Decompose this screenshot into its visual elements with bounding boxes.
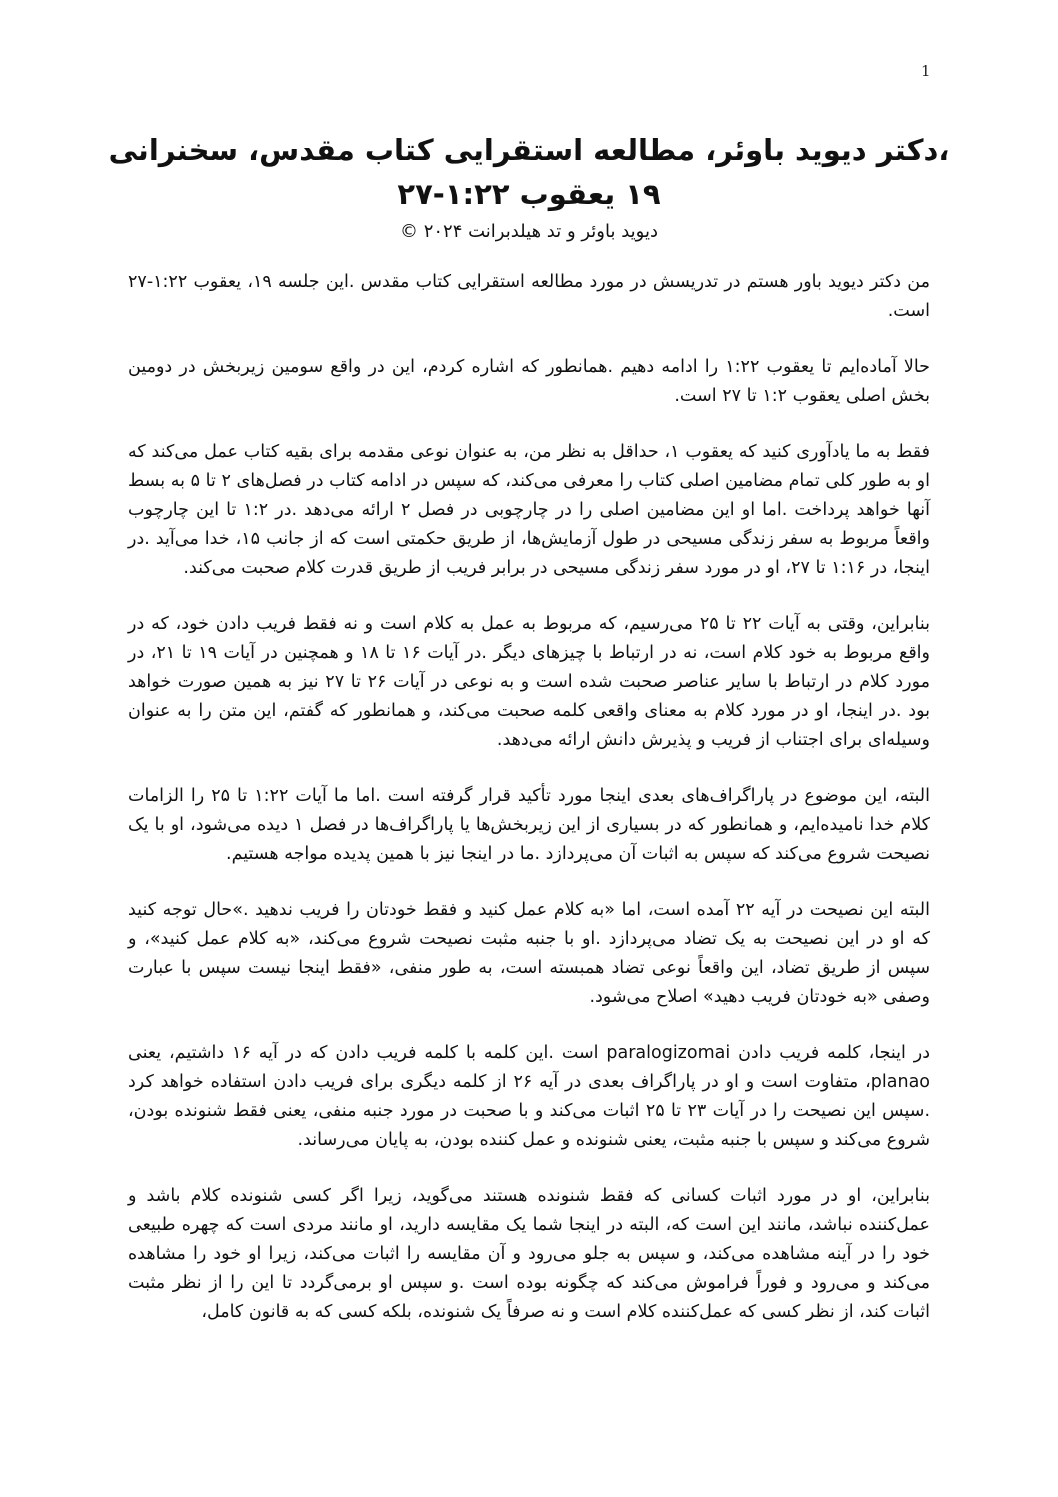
document-body xyxy=(128,268,930,1354)
paragraph: حالا آماده‌ایم تا یعقوب ۱:۲۲ را ادامه دهیم .همانطور که اشاره کردم، این در واقع سومین زیربخش در دومین بخش اصلی یعقوب ۱:۲ تا ۲۷ است. xyxy=(128,357,930,406)
paragraph: بنابراین، وقتی به آیات ۲۲ تا ۲۵ می‌رسیم، که مربوط به عمل به کلام است و نه فقط فریب دادن خود، که در واقع مربوط به خود کلام است، نه در ارتباط با چیزهای دیگر .در آیات ۱۶ تا ۱۸ و همچنین در آیات ۱۹ تا ۲۱، در مورد کلام در ارتباط با سایر عناصر صحبت شده است و به نوعی در آیات ۲۶ تا ۲۷ نیز به همین صورت خواهد بود .در اینجا، او در مورد کلام به معنای واقعی کلمه صحبت می‌کند، و همانطور که گفتم، این متن را به عنوان وسیله‌ای برای اجتناب از فریب و پذیرش دانش ارائه می‌دهد. xyxy=(128,614,931,750)
document-title: ،دکتر دیوید باوئر، مطالعه استقرایی کتاب مقدس، سخنرانی ۱۹ یعقوب ۱:۲۲-۲۷ xyxy=(108,133,950,211)
paragraph: البته، این موضوع در پاراگراف‌های بعدی اینجا مورد تأکید قرار گرفته است .اما ما آیات ۱:۲۲ تا ۲۵ را الزامات کلام خدا نامیده‌ایم، و همانطور که در بسیاری از این زیربخش‌ها یا پاراگراف‌ها در فصل ۱ دیده می‌شود، او با یک نصیحت شروع می‌کند که سپس به اثبات آن می‌پردازد .ما در اینجا نیز با همین پدیده مواجه هستیم. xyxy=(128,786,930,864)
paragraph: فقط به ما یادآوری کنید که یعقوب ۱، حداقل به نظر من، به عنوان نوعی مقدمه برای بقیه کتاب عمل می‌کند که او به طور کلی تمام مضامین اصلی کتاب را معرفی می‌کند، که سپس در ادامه کتاب در فصل‌های ۲ تا ۵ به بسط آنها خواهد پرداخت .اما او این مضامین اصلی را در چارچوبی در فصل ۲ ارائه می‌دهد .در ۱:۲ تا این چارچوب واقعاً مربوط به سفر زندگی مسیحی در طول آزمایش‌ها، از طریق حکمتی است که از جانب ۱۵، خدا می‌آید .در اینجا، در ۱:۱۶ تا ۲۷، او در مورد سفر زندگی مسیحی در برابر فریب از طریق قدرت کلام صحبت می‌کند. xyxy=(128,442,931,578)
paragraph: من دکتر دیوید باور هستم در تدریسش در مورد مطالعه استقرایی کتاب مقدس .این جلسه ۱۹، یعقوب ۱:۲۲-۲۷ است. xyxy=(128,272,930,321)
paragraph: بنابراین، او در مورد اثبات کسانی که فقط شنونده هستند می‌گوید، زیرا اگر کسی شنونده کلام باشد و عمل‌کننده نباشد، مانند این است که، البته در اینجا شما یک مقایسه دارید، او مانند مردی است که چهره طبیعی خود را در آینه مشاهده می‌کند، و سپس به جلو می‌رود و آن مقایسه را اثبات می‌کند، زیرا او خود را مشاهده می‌کند و می‌رود و فوراً فراموش می‌کند که چگونه بوده است .و سپس او برمی‌گردد تا این را از نظر مثبت اثبات کند، از نظر کسی که عمل‌کننده کلام است و نه صرفاً یک شنونده، بلکه کسی که به قانون کامل، xyxy=(128,1186,930,1322)
page-number: 1 xyxy=(921,62,931,80)
copyright-line: دیوید باوئر و تد هیلدبرانت ۲۰۲۴ © xyxy=(399,221,659,242)
paragraph: در اینجا، کلمه فریب دادن paralogizomai است .این کلمه با کلمه فریب دادن که در آیه ۱۶ داشتیم، یعنی planao، متفاوت است و او در پاراگراف بعدی در آیه ۲۶ از کلمه دیگری برای فریب دادن استفاده خواهد کرد .سپس این نصیحت را در آیات ۲۳ تا ۲۵ اثبات می‌کند و با صحبت در مورد جنبه منفی، یعنی فقط شنونده بودن، شروع می‌کند و سپس با جنبه مثبت، یعنی شنونده و عمل کننده بودن، به پایان می‌رساند. xyxy=(128,1043,931,1150)
paragraph: البته این نصیحت در آیه ۲۲ آمده است، اما «به کلام عمل کنید و فقط خودتان را فریب ندهید .»حال توجه کنید که او در این نصیحت به یک تضاد می‌پردازد .او با جنبه مثبت نصیحت شروع می‌کند، «به کلام عمل کنید»، و سپس از طریق تضاد، این واقعاً نوعی تضاد همبسته است، به طور منفی، «فقط اینجا نیست سپس با عبارت وصفی «به خودتان فریب دهید» اصلاح می‌شود. xyxy=(128,900,930,1007)
title-block xyxy=(100,128,958,248)
